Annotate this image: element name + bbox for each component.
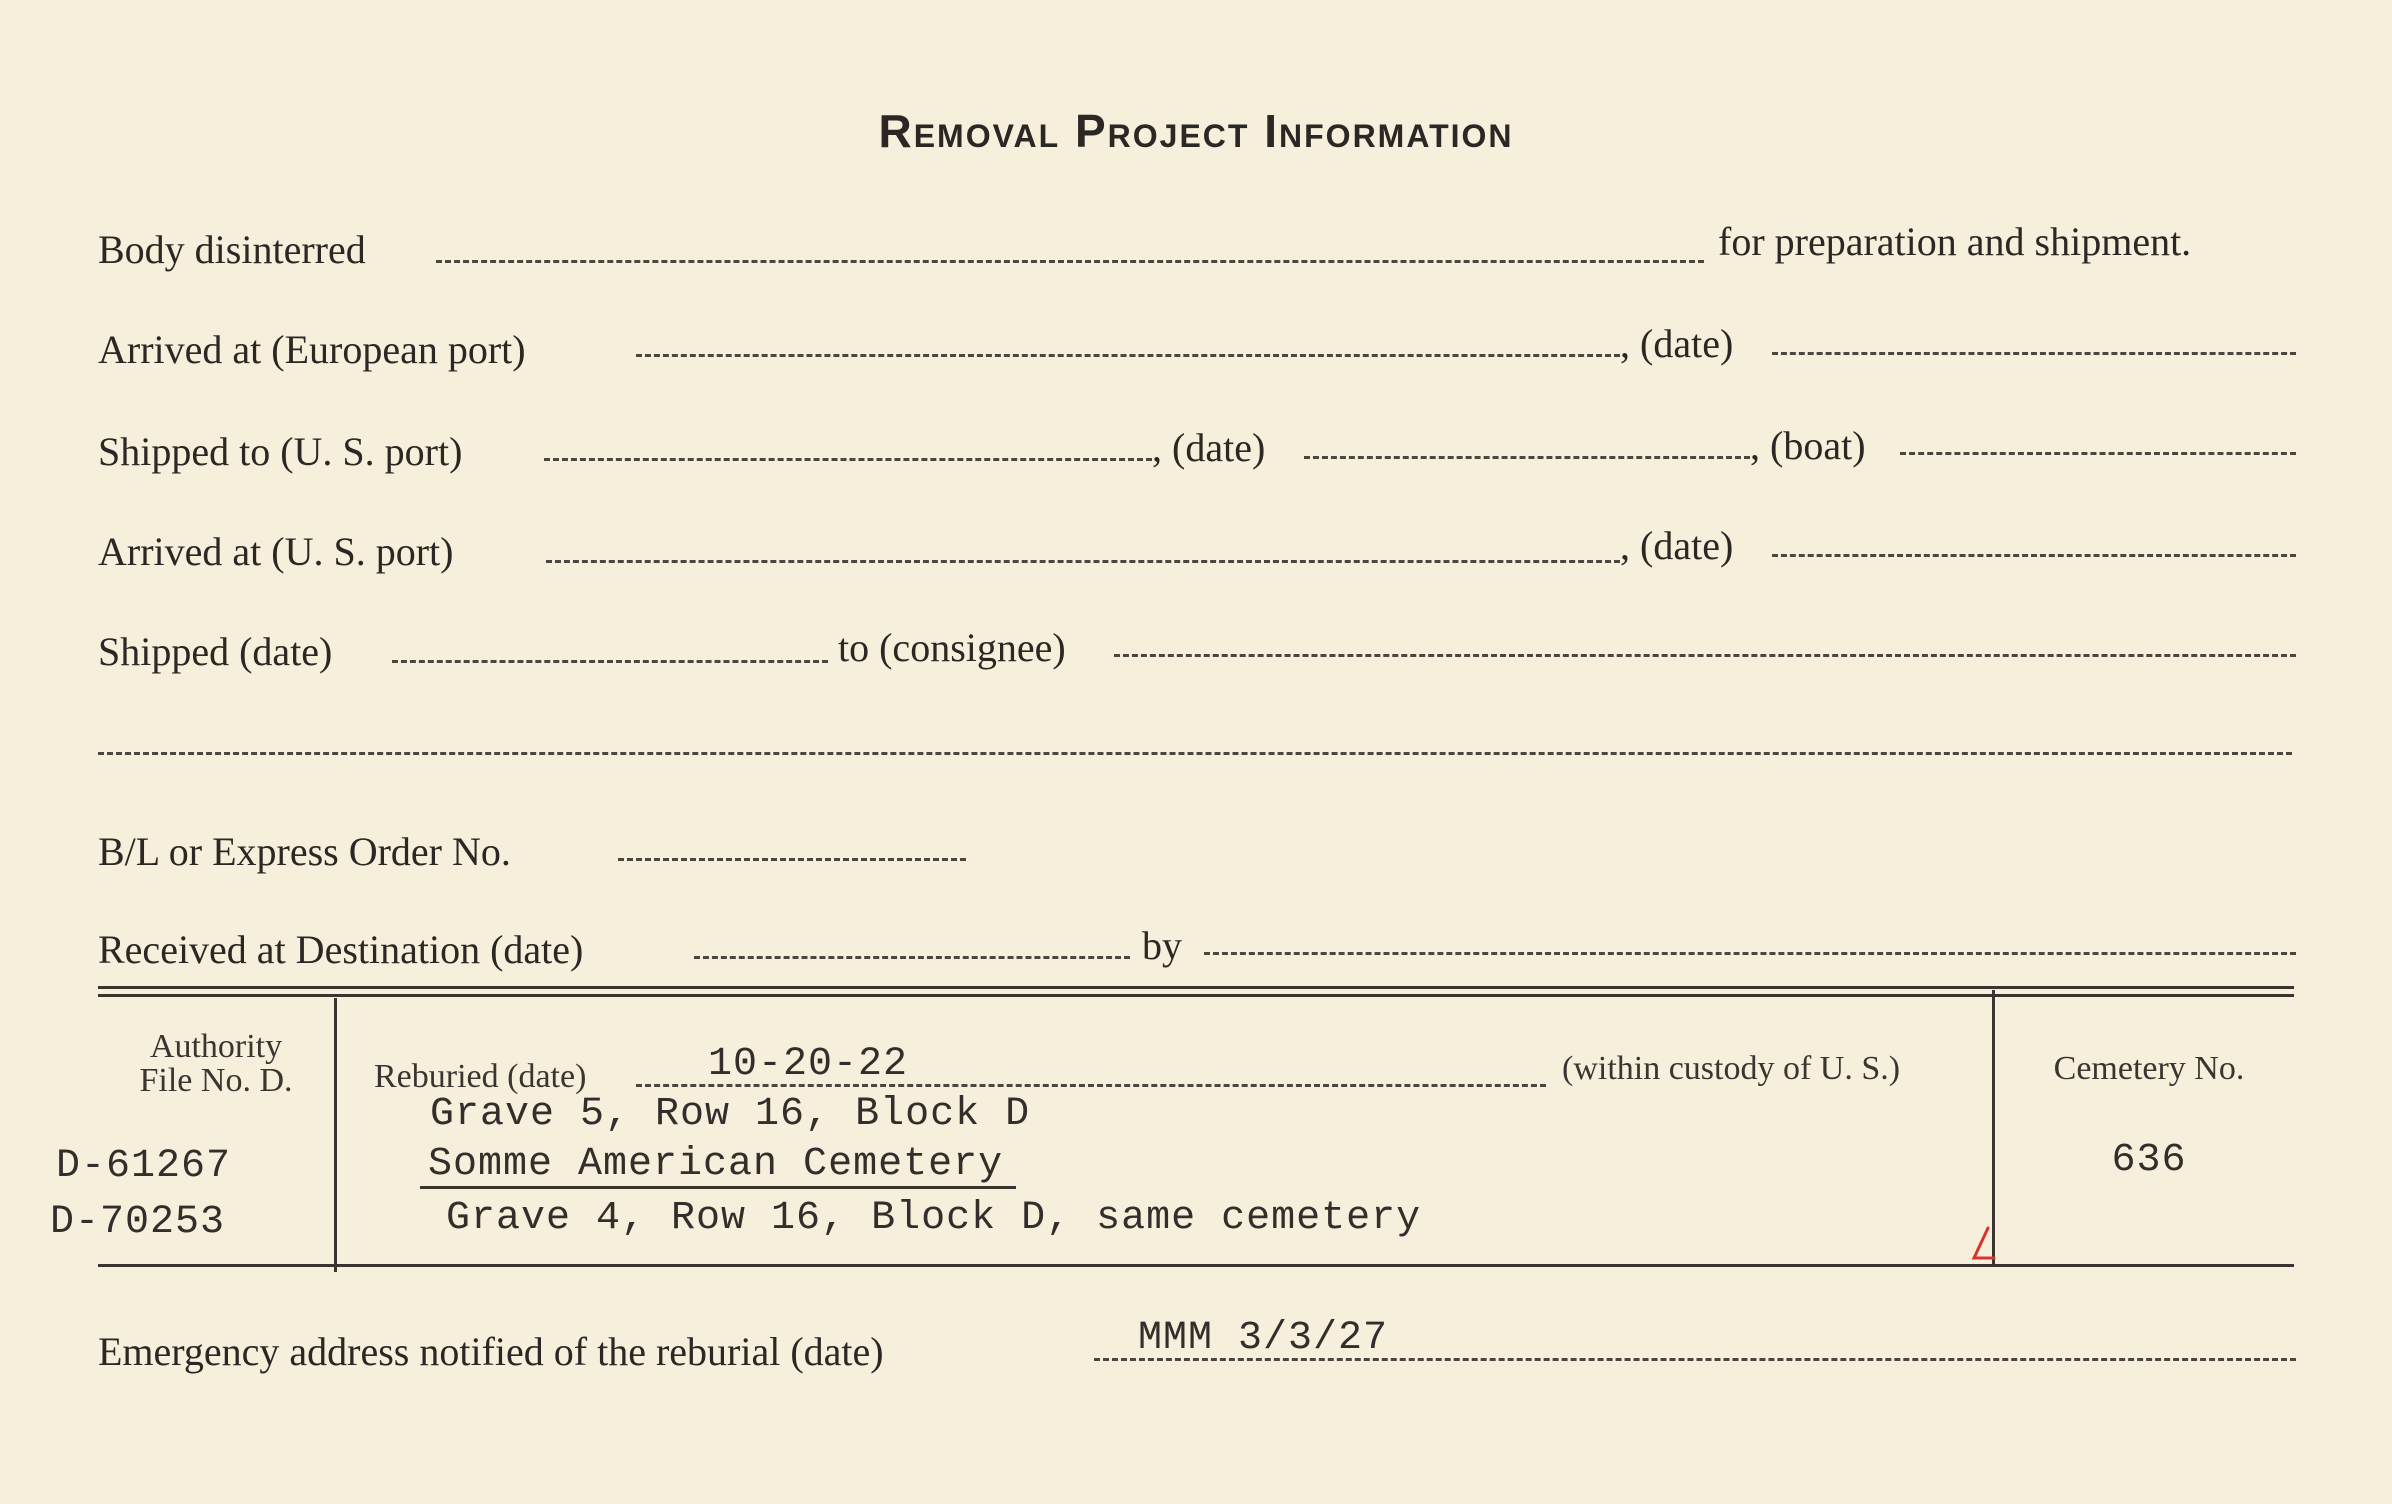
- received-label: Received at Destination (date): [98, 927, 584, 972]
- authority-divider: [334, 998, 337, 1272]
- grave-location-line: Grave 5, Row 16, Block D: [430, 1092, 1031, 1137]
- emergency-address-label: Emergency address notified of the reburial (date): [98, 1329, 884, 1374]
- european-port-field: [636, 354, 1620, 357]
- european-date-field: [1772, 352, 2296, 355]
- arrived-european-label: Arrived at (European port): [98, 327, 526, 372]
- european-date-label: , (date): [1620, 321, 1734, 366]
- boat-label: , (boat): [1750, 423, 1866, 468]
- custody-label: (within custody of U. S.): [1562, 1050, 1901, 1087]
- bl-order-field: [618, 858, 966, 861]
- strike-underline: [420, 1186, 1016, 1189]
- body-disinterred-label: Body disinterred: [98, 227, 366, 272]
- reburied-date-value: 10-20-22: [708, 1042, 909, 1087]
- file-no-label: File No. D.: [139, 1062, 293, 1099]
- arrived-us-date-label: , (date): [1620, 523, 1734, 568]
- shipped-date-row-label: Shipped (date): [98, 629, 333, 674]
- received-date-field: [694, 956, 1130, 959]
- card-title: Removal Project Information: [878, 105, 1514, 157]
- arrived-us-date-field: [1772, 554, 2296, 557]
- by-label: by: [1142, 923, 1182, 968]
- boat-field: [1900, 452, 2296, 455]
- consignee-continuation-field: [98, 752, 2292, 755]
- consignee-label: to (consignee): [838, 625, 1066, 670]
- table-top-rule-inner: [98, 994, 2294, 997]
- preparation-shipment-text: for preparation and shipment.: [1718, 219, 2192, 264]
- cemetery-number: 636: [2111, 1138, 2187, 1183]
- reburied-date-label: Reburied (date): [374, 1058, 587, 1095]
- corrected-grave-line: Grave 4, Row 16, Block D, same cemetery: [446, 1196, 1422, 1241]
- cemetery-divider: [1992, 990, 1995, 1266]
- cemetery-no-label: Cemetery No.: [2053, 1050, 2245, 1087]
- consignee-field: [1114, 654, 2296, 657]
- shipped-date-label: , (date): [1152, 425, 1266, 470]
- table-bottom-rule: [98, 1264, 2294, 1267]
- red-check-icon: [1968, 1226, 1996, 1262]
- shipped-us-date-field: [1304, 456, 1750, 459]
- shipped-us-label: Shipped to (U. S. port): [98, 429, 463, 474]
- arrived-us-label: Arrived at (U. S. port): [98, 529, 454, 574]
- bl-order-label: B/L or Express Order No.: [98, 829, 511, 874]
- authority-file-number: D-70253: [50, 1200, 226, 1245]
- body-disinterred-field: [436, 260, 1704, 263]
- table-top-rule: [98, 986, 2294, 989]
- us-port-field: [544, 458, 1152, 461]
- arrived-us-port-field: [546, 560, 1620, 563]
- emergency-notified-value: MMM 3/3/27: [1138, 1316, 1389, 1361]
- authority-label: Authority: [149, 1028, 283, 1065]
- received-by-field: [1204, 952, 2296, 955]
- shipped-date-field: [392, 660, 828, 663]
- cemetery-name-line: Somme American Cemetery: [428, 1142, 1004, 1187]
- authority-file-number: D-61267: [56, 1144, 232, 1189]
